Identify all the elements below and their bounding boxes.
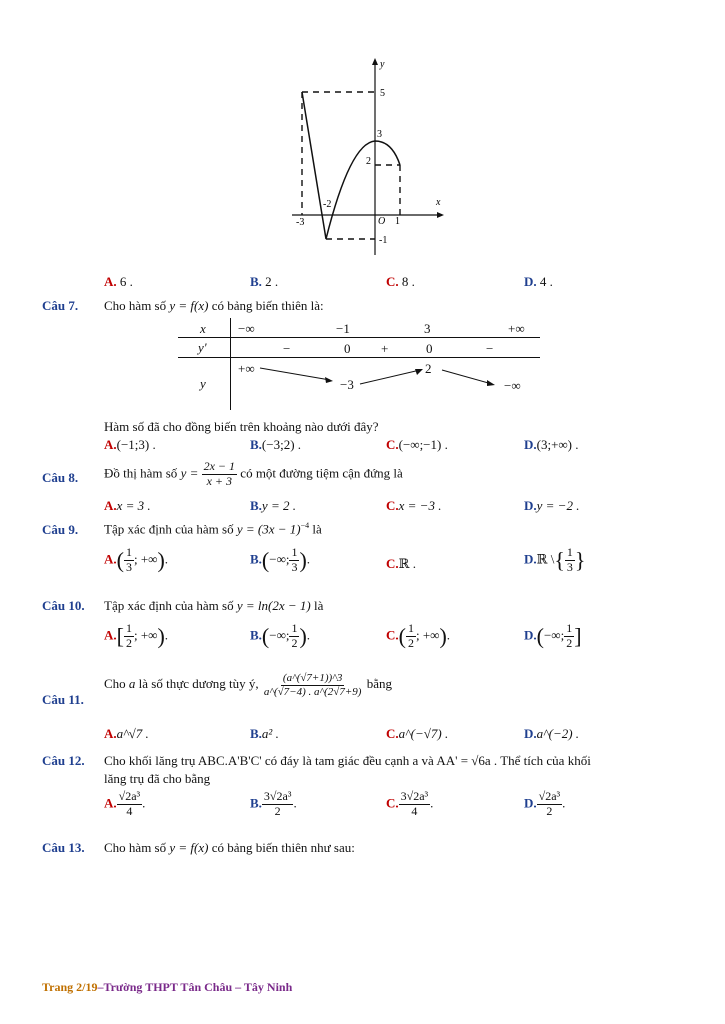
label-xm2: -2 [323,199,332,210]
table-y-val: −∞ [504,378,521,393]
table-label-y: y [200,376,206,391]
q7-answer-c[interactable]: C.(−∞;−1) . [386,437,448,452]
q12-answer-a[interactable]: A. $\frac{\text{√2a³}}{4}$ . [104,789,146,818]
answer-letter: B. [250,274,262,289]
table-x-val: +∞ [508,321,525,336]
label-y3: 3 [377,129,382,140]
table-y-val: −3 [340,377,354,392]
page-footer [42,980,292,995]
q12-answer-d[interactable]: D. $\frac{\text{√2a³}}{2}$ . [524,789,566,818]
q8-answer-c[interactable]: C.x = −3 . [386,498,442,513]
table-y-val: +∞ [238,361,255,376]
page-number: Trang 2/19 [42,980,98,994]
table-label-yprime: y' [198,340,207,355]
function-curve [302,92,400,239]
label-y2: 2 [366,156,371,167]
q8-prompt: Đồ thị hàm số y = $\frac{2x - 1}{x + 3}$ có một đường tiệm cận đứng là [104,459,403,488]
answer-text: 6 . [119,274,133,289]
answer-text: 2 . [265,274,279,289]
q7-question: Hàm số đã cho đồng biến trên khoảng nào dưới đây? [104,419,379,434]
q12-answer-b[interactable]: B. $\frac{\text{3√2a³}}{2}$ . [250,789,297,818]
table-x-val: 3 [424,321,431,336]
answer-letter: A. [104,274,117,289]
axis-y-label: y [380,59,385,70]
q10-answer-a[interactable]: A.[ $\frac{1}{2}$ ; +∞). [104,621,169,650]
q11-answer-b[interactable]: B.a² . [250,726,279,741]
table-yp-zero: 0 [426,341,433,356]
table-yp-sign: − [486,341,494,356]
q11-number: Câu 11. [42,692,84,707]
q10-prompt: Tập xác định của hàm số y = ln(2x − 1) là [104,598,324,613]
table-yp-sign: + [381,341,389,356]
q8-number: Câu 8. [42,470,79,485]
q9-number: Câu 9. [42,522,79,537]
answer-letter: C. [386,274,399,289]
origin-label: O [378,216,386,227]
label-ym1: -1 [379,235,388,246]
y-axis-arrow-icon [372,58,378,65]
answer-letter: D. [524,274,537,289]
q10-answer-d[interactable]: D.(−∞; $\frac{1}{2}$ ] [524,621,582,650]
table-x-val: −1 [336,321,350,336]
q13-prompt: Cho hàm số y = f(x) có bảng biến thiên như sau: [104,840,355,855]
q11-answer-a[interactable]: A.a^√7 . [104,726,149,741]
q13-number: Câu 13. [42,840,85,855]
q9-answer-a[interactable]: A.( $\frac{1}{3}$ ; +∞). [104,545,169,574]
q7-answer-a[interactable]: A.(−1;3) . [104,437,156,452]
q7-answer-b[interactable]: B.(−3;2) . [250,437,302,452]
q7-prompt: Cho hàm số y = f(x) có bảng biến thiên là: [104,298,324,313]
q8-answer-d[interactable]: D.y = −2 . [524,498,580,513]
x-axis-arrow-icon [437,212,444,218]
q11-answer-c[interactable]: C.a^(−√7) . [386,726,449,741]
q6-answer-a[interactable] [104,274,133,290]
q10-number: Câu 10. [42,598,85,613]
q9-prompt: Tập xác định của hàm số $y = (3x - 1)^{-4}$ là [104,521,322,537]
function-graph [280,55,450,265]
q10-answer-c[interactable]: C.( $\frac{1}{2}$ ; +∞). [386,621,451,650]
axis-x-label: x [436,197,441,208]
school-name: –Trường THPT Tân Châu – Tây Ninh [97,980,293,994]
q9-answer-d[interactable]: D.ℝ \{ $\frac{1}{3}$ } [524,545,586,574]
table-label-x: x [200,321,206,336]
answer-text: 4 . [539,274,553,289]
fraction: $\frac{2x - 1}{x + 3}$ [203,459,236,488]
arrow-down-icon [260,368,330,380]
table-y-val: 2 [425,361,432,376]
q8-answer-a[interactable]: A.x = 3 . [104,498,151,513]
q6-answer-c[interactable] [386,274,415,290]
q10-answer-b[interactable]: B.(−∞; $\frac{1}{2}$ ). [250,621,311,650]
answer-text: 8 . [401,274,415,289]
arrow-up-icon [360,370,420,384]
q12-number: Câu 12. [42,753,85,768]
table-x-val: −∞ [238,321,255,336]
q8-answer-b[interactable]: B.y = 2 . [250,498,296,513]
q11-prompt: Cho a là số thực dương tùy ý, $\frac{(a\^{}(√7+1))\^{}3}{a\^{}(√7-4) . a\^{}(2√7+9)}$ bằng [104,672,392,698]
q9-answer-b[interactable]: B.(−∞; $\frac{1}{3}$ ). [250,545,311,574]
table-yp-sign: − [283,341,291,356]
table-arrows [230,358,540,410]
q12-prompt-line2: lăng trụ đã cho bằng [104,771,211,786]
q12-prompt-line1: Cho khối lăng trụ ABC.A'B'C' có đáy là tam giác đều cạnh a và AA' = √6a . Thể tích của khối [104,753,591,768]
q7-answer-d[interactable]: D.(3;+∞) . [524,437,579,452]
table-yp-zero: 0 [344,341,351,356]
label-x1: 1 [395,216,400,227]
arrow-down-icon [442,370,492,384]
q11-answer-d[interactable]: D.a^(−2) . [524,726,580,741]
q9-answer-c[interactable]: C.ℝ . [386,556,416,571]
label-y5: 5 [380,88,385,99]
fraction: $\frac{(a\^{}(√7+1))\^{}3}{a\^{}(√7-4) . a\^{}(2√7+9)}$ [263,672,362,698]
q6-answer-d[interactable] [524,274,553,290]
q6-answer-b[interactable] [250,274,278,290]
label-xm3: -3 [296,217,305,228]
q12-answer-c[interactable]: C. $\frac{\text{3√2a³}}{4}$ . [386,789,434,818]
q7-number: Câu 7. [42,298,79,313]
